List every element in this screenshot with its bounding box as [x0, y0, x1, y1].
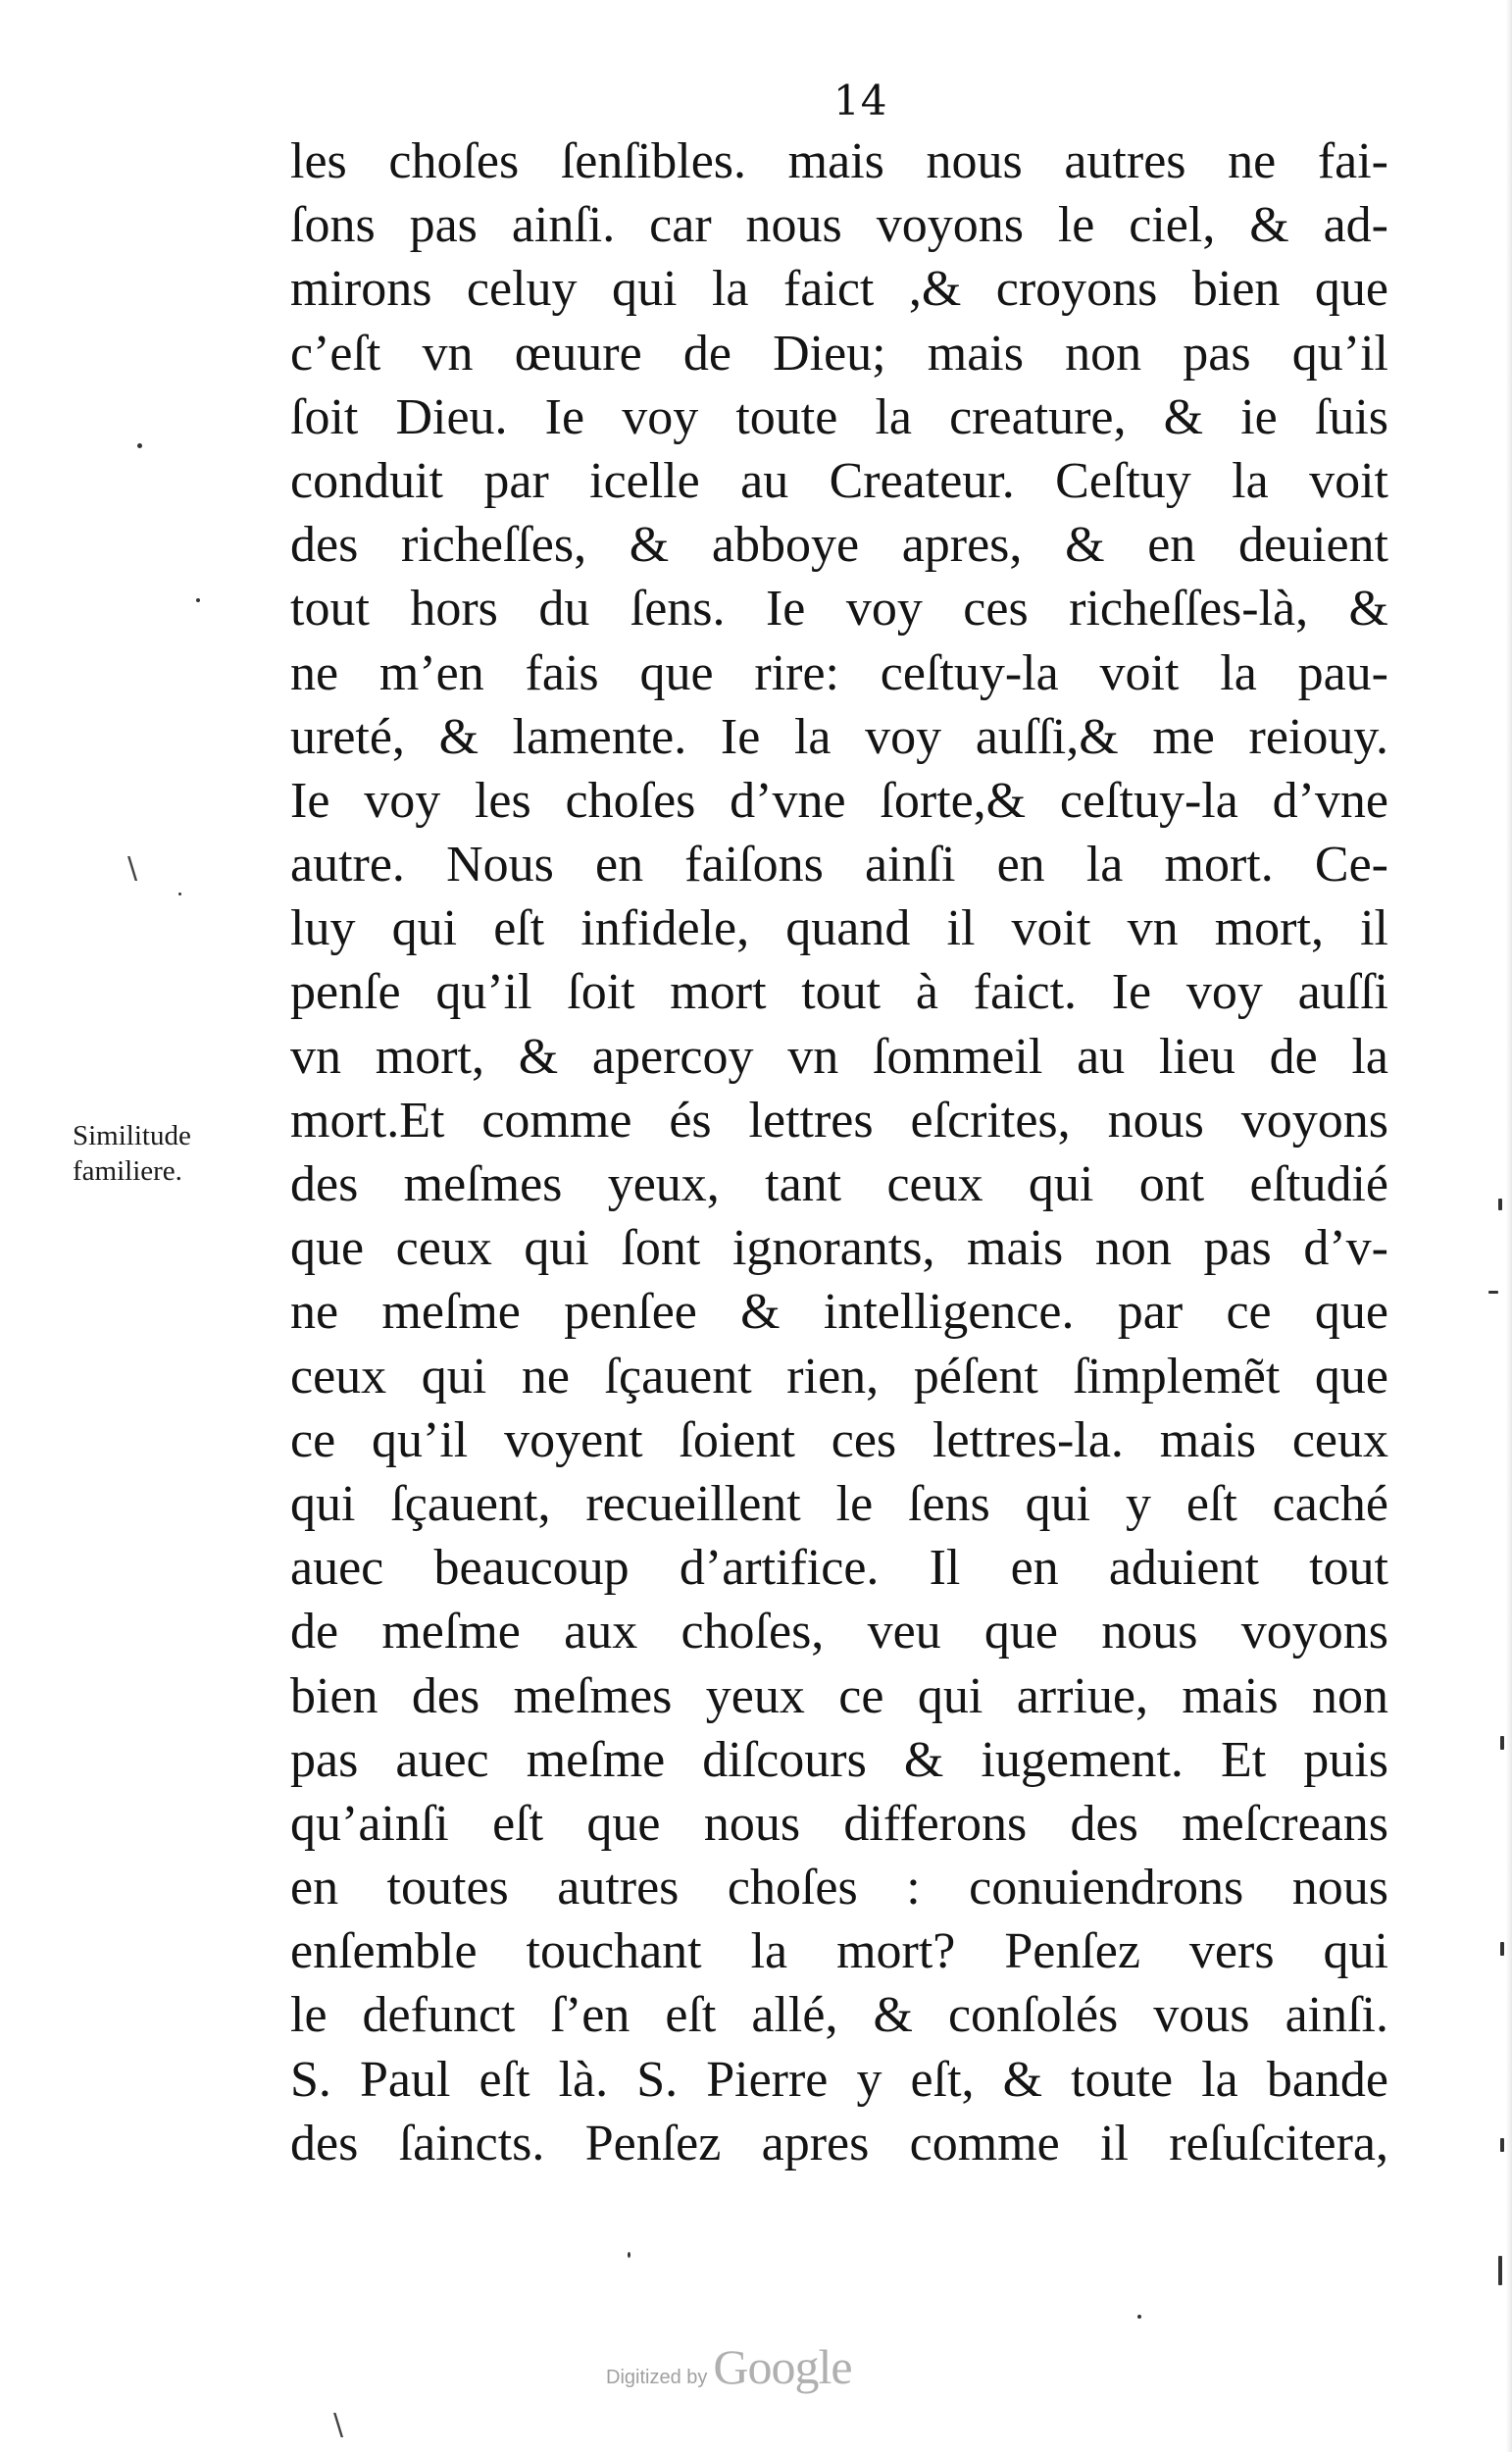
text-line: autre. Nous en faiſons ainſi en la mort. Ce- [290, 837, 1388, 894]
text-line: de meſme aux choſes, veu que nous voyons [290, 1604, 1388, 1660]
text-line: ſons pas ainſi. car nous voyons le ciel, & ad- [290, 197, 1388, 254]
marginal-note [73, 1118, 249, 1189]
scan-speck [137, 443, 142, 448]
text-line: vn mort, & apercoy vn ſommeil au lieu de la [290, 1028, 1388, 1085]
text-line: ne meſme penſee & intelligence. par ce que [290, 1284, 1388, 1341]
text-line: les choſes ſenſibles. mais nous autres ne fai- [290, 133, 1388, 189]
marginal-note-line: familiere. [73, 1155, 182, 1187]
text-line: des richeſſes, & abboye apres, & en deuient [290, 517, 1388, 574]
scan-speck [178, 893, 181, 895]
text-line: ce qu’il voyent ſoient ces lettres-la. mais ceux [290, 1411, 1388, 1468]
text-line: mort.Et comme és lettres eſcrites, nous voyons [290, 1092, 1388, 1149]
scan-speck [628, 2252, 630, 2258]
text-line: ceux qui ne ſçauent rien, péſent ſimplemẽt que [290, 1348, 1388, 1405]
text-line: c’eſt vn œuure de Dieu; mais non pas qu’il [290, 325, 1388, 382]
body-text [290, 129, 1388, 2175]
marginal-note-line: Similitude [73, 1120, 191, 1151]
text-line: enſemble touchant la mort? Penſez vers qui [290, 1923, 1388, 1980]
text-line: auec beaucoup d’artifice. Il en aduient tout [290, 1540, 1388, 1597]
text-line: Ie voy les choſes d’vne ſorte,& ceſtuy-la d’vne [290, 772, 1388, 829]
text-line: en toutes autres choſes : conuiendrons nous [290, 1860, 1388, 1916]
text-line: qu’ainſi eſt que nous differons des meſcreans [290, 1795, 1388, 1852]
text-line: ne m’en fais que rire: ceſtuy-la voit la pau- [290, 644, 1388, 701]
scan-mark: \ [333, 2408, 344, 2442]
scan-speck [1500, 1942, 1504, 1956]
scan-speck [1488, 1291, 1498, 1294]
digitized-by-label: Digitized by [606, 2367, 708, 2388]
scan-mark: \ [127, 851, 138, 886]
scan-edge [1506, 0, 1512, 2452]
text-line: le defunct ſ’en eſt allé, & conſolés vous ainſi. [290, 1987, 1388, 2044]
page-number: 14 [833, 77, 888, 125]
text-line: S. Paul eſt là. S. Pierre y eſt, & toute la bande [290, 2051, 1388, 2108]
digitized-watermark [606, 2338, 852, 2395]
text-line: conduit par icelle au Createur. Ceſtuy la voit [290, 452, 1388, 509]
scan-speck [1498, 2256, 1502, 2285]
scan-speck [1498, 1199, 1502, 1210]
text-line: mirons celuy qui la faict ,& croyons bien que [290, 261, 1388, 318]
scan-speck [196, 598, 200, 602]
text-line: tout hors du ſens. Ie voy ces richeſſes-là, & [290, 581, 1388, 638]
text-line: des ſaincts. Penſez apres comme il reſuſcitera, [290, 2115, 1388, 2171]
scan-speck [1500, 1736, 1504, 1750]
text-line: bien des meſmes yeux ce qui arriue, mais non [290, 1667, 1388, 1724]
text-line: pas auec meſme diſcours & iugement. Et puis [290, 1731, 1388, 1788]
text-line: que ceux qui ſont ignorants, mais non pas d’v- [290, 1220, 1388, 1277]
scan-speck [1500, 2138, 1504, 2152]
text-line: des meſmes yeux, tant ceux qui ont eſtudié [290, 1156, 1388, 1212]
text-line: penſe qu’il ſoit mort tout à faict. Ie voy auſſi [290, 964, 1388, 1021]
text-line: luy qui eſt infidele, quand il voit vn mort, il [290, 900, 1388, 957]
scan-speck [1137, 2315, 1141, 2319]
text-line: ureté, & lamente. Ie la voy auſſi,& me reiouy. [290, 708, 1388, 765]
google-logo: Google [713, 2339, 852, 2394]
text-line: qui ſçauent, recueillent le ſens qui y eſt caché [290, 1475, 1388, 1532]
text-line: ſoit Dieu. Ie voy toute la creature, & ie ſuis [290, 388, 1388, 445]
